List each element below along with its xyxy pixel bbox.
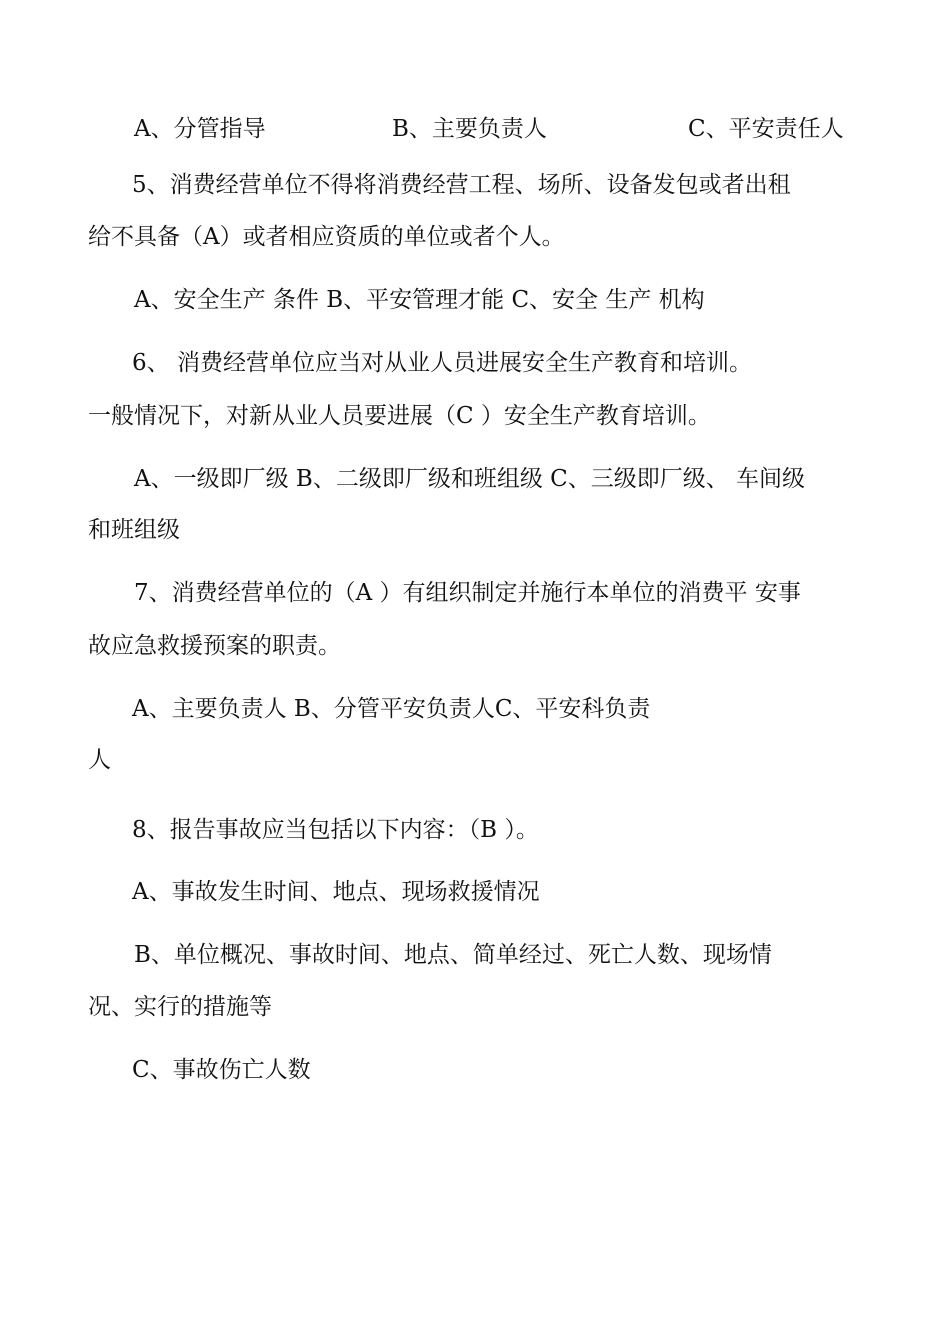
q7-question-line2: 故应急救援预案的职责。: [88, 633, 341, 659]
q5-options: A、安全生产 条件 B、平安管理才能 C、安全 生产 机构: [134, 287, 705, 313]
q5-question-line1: 5、消费经营单位不得将消费经营工程、场所、设备发包或者出租: [132, 172, 791, 198]
q7-options-line2: 人: [88, 747, 111, 773]
q7-question-line1: 7、消费经营单位的（A ）有组织制定并施行本单位的消费平 安事: [134, 580, 801, 606]
q7-options-line1: A、主要负责人 B、分管平安负责人C、平安科负责: [132, 696, 651, 722]
q6-options-line1: A、一级即厂级 B、二级即厂级和班组级 C、三级即厂级、 车间级: [134, 466, 806, 492]
q8-question: 8、报告事故应当包括以下内容：（B ）。: [132, 817, 539, 843]
q6-question-line2: 一般情况下，对新从业人员要进展（C ）安全生产教育培训。: [88, 403, 711, 429]
q8-option-b-line1: B、单位概况、事故时间、地点、简单经过、死亡人数、现场情: [134, 942, 772, 968]
q6-question-line1: 6、 消费经营单位应当对从业人员进展安全生产教育和培训。: [132, 350, 752, 376]
q4-option-b: B、主要负责人: [392, 116, 547, 142]
q8-option-b-line2: 况、实行的措施等: [88, 994, 272, 1020]
q4-option-a: A、分管指导: [134, 116, 266, 142]
q6-options-line2: 和班组级: [88, 517, 180, 543]
q5-question-line2: 给不具备（A）或者相应资质的单位或者个人。: [88, 224, 565, 250]
q8-option-a: A、事故发生时间、地点、现场救援情况: [132, 879, 540, 905]
q4-option-c: C、平安责任人: [688, 116, 844, 142]
q8-option-c: C、事故伤亡人数: [132, 1057, 311, 1083]
